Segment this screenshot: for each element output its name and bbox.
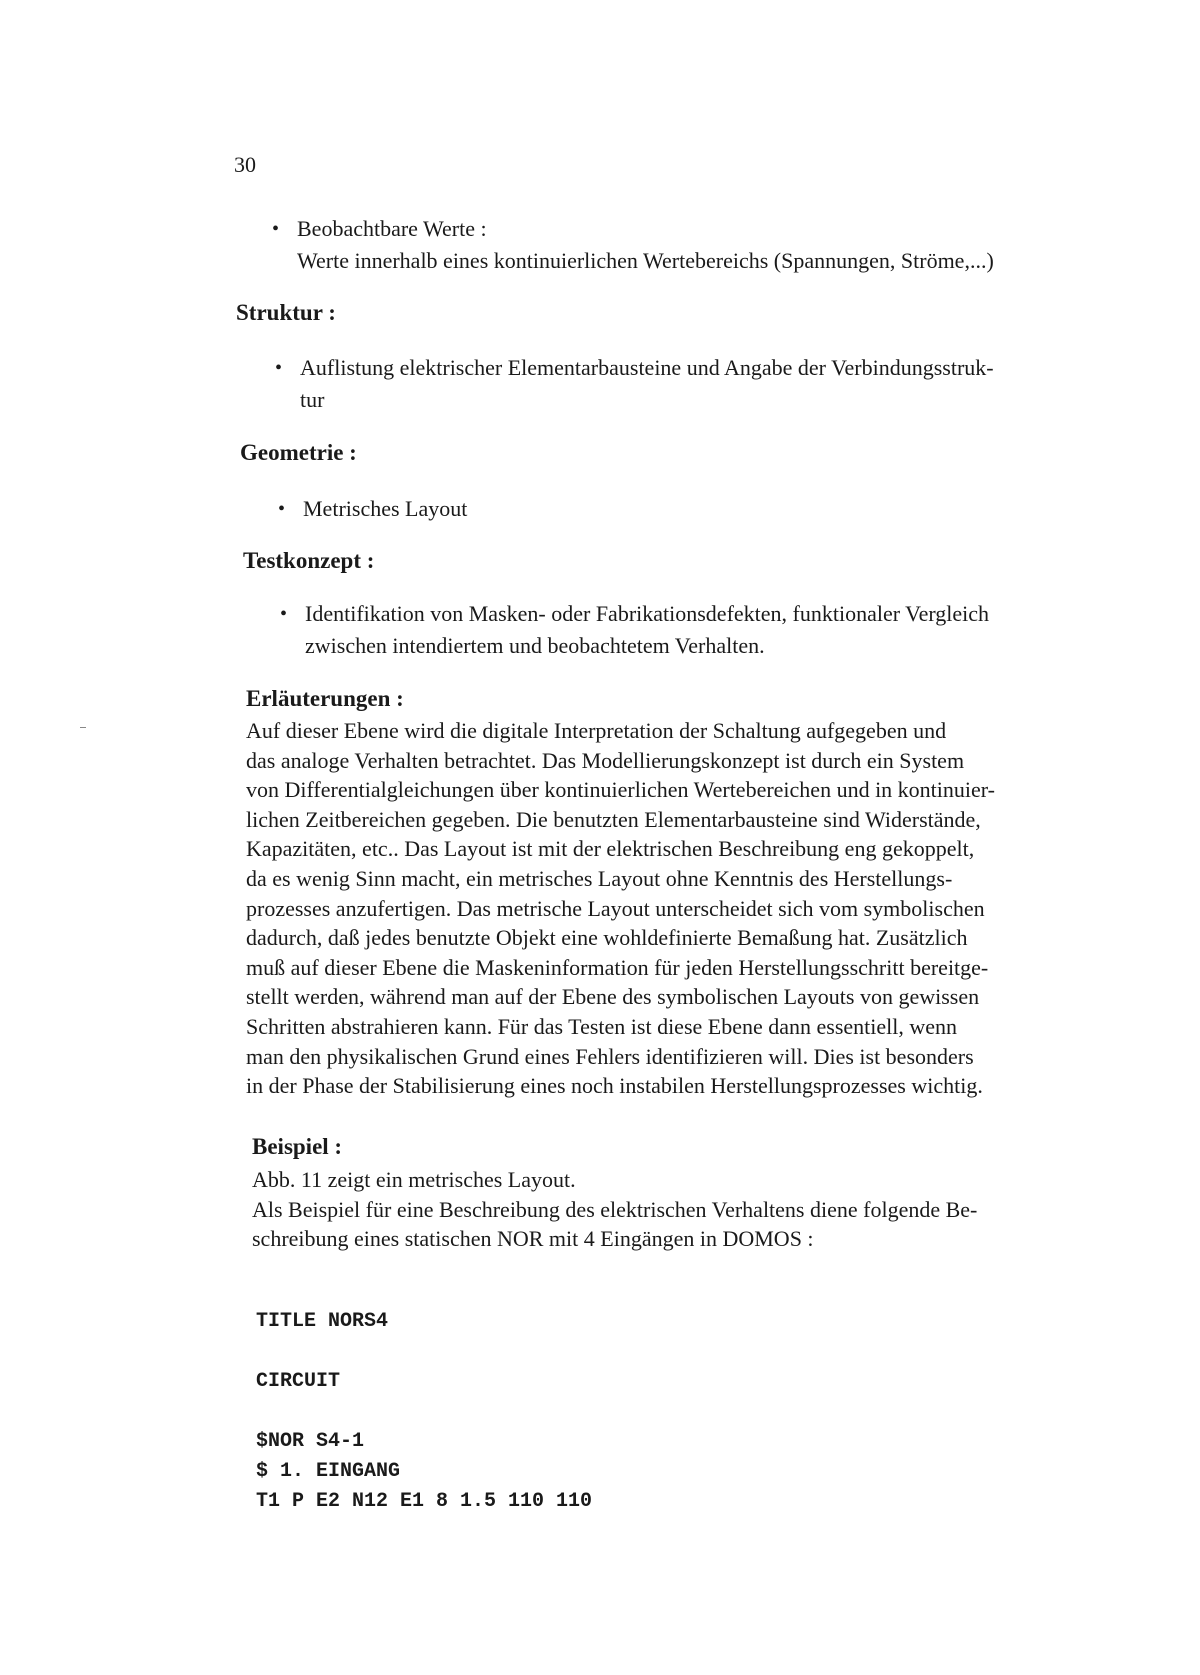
bullet-beobachtbare bbox=[272, 213, 1177, 277]
stray-mark bbox=[80, 727, 86, 728]
bullet-testkonzept-line1: Identifikation von Masken- oder Fabrikationsdefekten, funktionaler Vergleich bbox=[305, 601, 990, 626]
heading-beispiel: Beispiel : bbox=[252, 1134, 343, 1159]
paragraph-line: lichen Zeitbereichen gegeben. Die benutzten Elementarbausteine sind Widerstände, bbox=[246, 806, 981, 832]
code-title: TITLE NORS4 bbox=[256, 1310, 389, 1333]
paragraph-line: prozesses anzufertigen. Das metrische Layout unterscheidet sich vom symbolischen bbox=[246, 895, 985, 921]
paragraph-line: dadurch, daß jedes benutzte Objekt eine wohldefinierte Bemaßung hat. Zusätzlich bbox=[246, 925, 968, 951]
heading-testkonzept: Testkonzept : bbox=[243, 548, 375, 573]
code-eingang: $ 1. EINGANG bbox=[256, 1460, 401, 1483]
bullet-struktur-line1: Auflistung elektrischer Elementarbausteine und Angabe der Verbindungsstruk- bbox=[300, 355, 994, 380]
paragraph-line: Schritten abstrahieren kann. Für das Testen ist diese Ebene dann essentiell, wenn bbox=[246, 1013, 958, 1039]
bullet-geometrie-text: Metrisches Layout bbox=[303, 496, 468, 521]
paragraph-line: Kapazitäten, etc.. Das Layout ist mit der elektrischen Beschreibung eng gekoppelt, bbox=[246, 836, 975, 862]
bullet-icon: • bbox=[275, 357, 283, 379]
paragraph-line: Abb. 11 zeigt ein metrisches Layout. bbox=[252, 1167, 576, 1192]
bullet-geometrie bbox=[278, 493, 1163, 525]
paragraph-line: von Differentialgleichungen über kontinuierlichen Wertebereichen und in kontinuier- bbox=[246, 777, 995, 803]
page-number: 30 bbox=[234, 152, 256, 177]
paragraph-line: da es wenig Sinn macht, ein metrisches Layout ohne Kenntnis des Herstellungs- bbox=[246, 865, 953, 891]
paragraph-line: Auf dieser Ebene wird die digitale Interpretation der Schaltung aufgegeben und bbox=[246, 718, 947, 743]
paragraph-line: man den physikalischen Grund eines Fehlers identifizieren will. Dies ist besonders bbox=[246, 1043, 974, 1069]
code-nor: $NOR S4-1 bbox=[256, 1430, 365, 1453]
bullet-beobachtbare-title: Beobachtbare Werte : bbox=[297, 216, 487, 241]
bullet-icon: • bbox=[280, 603, 288, 625]
bullet-struktur-line2: tur bbox=[300, 387, 325, 412]
paragraph-line: Als Beispiel für eine Beschreibung des elektrischen Verhaltens diene folgende Be- bbox=[252, 1196, 978, 1222]
paragraph-line: muß auf dieser Ebene die Maskeninformation für jeden Herstellungsschritt bereitge- bbox=[246, 954, 989, 980]
heading-geometrie: Geometrie : bbox=[240, 440, 357, 465]
paragraph-line: in der Phase der Stabilisierung eines noch instabilen Herstellungsprozesses wichtig. bbox=[246, 1073, 983, 1099]
bullet-icon: • bbox=[272, 218, 280, 240]
bullet-beobachtbare-text: Werte innerhalb eines kontinuierlichen Wertebereichs (Spannungen, Ströme,...) bbox=[297, 248, 994, 273]
code-t1: T1 P E2 N12 E1 8 1.5 110 110 bbox=[256, 1490, 593, 1513]
heading-struktur: Struktur : bbox=[236, 300, 336, 325]
paragraph-line: schreibung eines statischen NOR mit 4 Eingängen in DOMOS : bbox=[252, 1226, 814, 1252]
erlaeuterungen-paragraph bbox=[246, 716, 1146, 1101]
paragraph-line: das analoge Verhalten betrachtet. Das Modellierungskonzept ist durch ein System bbox=[246, 747, 965, 773]
bullet-testkonzept bbox=[280, 598, 1185, 662]
heading-erlaeuterungen: Erläuterungen : bbox=[246, 686, 404, 711]
bullet-icon: • bbox=[278, 498, 286, 520]
bullet-testkonzept-line2: zwischen intendiertem und beobachtetem Verhalten. bbox=[305, 633, 765, 658]
bullet-struktur bbox=[275, 352, 1180, 416]
code-circuit: CIRCUIT bbox=[256, 1370, 341, 1393]
beispiel-paragraph bbox=[252, 1165, 1147, 1254]
paragraph-line: stellt werden, während man auf der Ebene des symbolischen Layouts von gewissen bbox=[246, 984, 980, 1010]
